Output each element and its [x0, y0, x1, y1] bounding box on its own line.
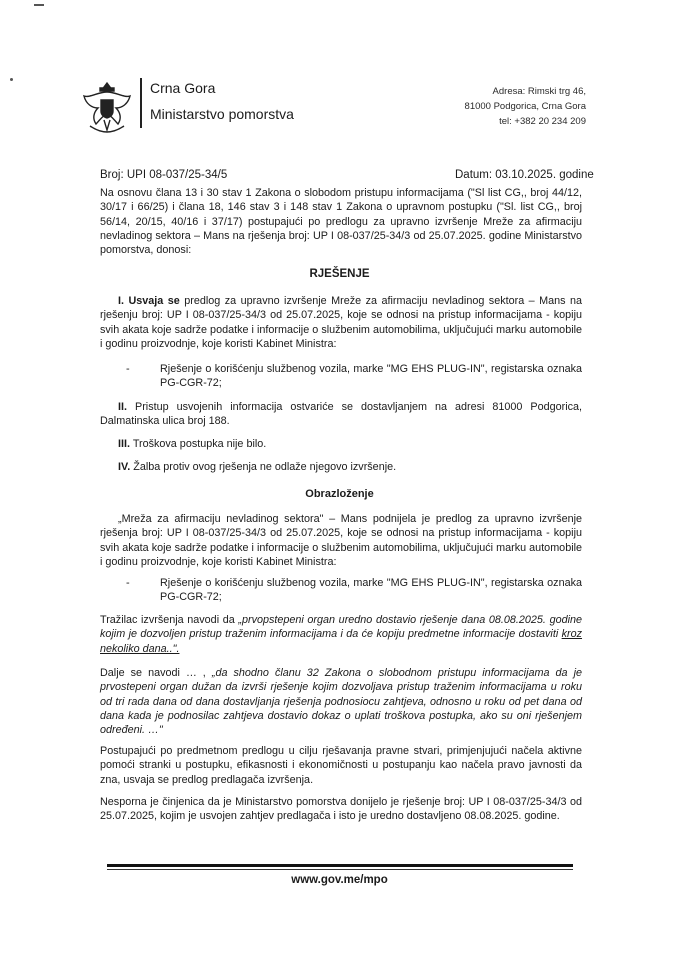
footer-divider: [107, 864, 573, 867]
org-country: Crna Gora: [150, 80, 216, 96]
reasoning-paragraph-5: Nesporna je činjenica da je Ministarstvo pomorstva donijelo je rješenje broj: UP I 08-037/25-34/3 od 25.07.2025, kojim je usvojen zahtjev predlagača i isto je uredno dostavljeno 08.08.2025. godine.: [100, 796, 582, 823]
address-block: [465, 84, 586, 129]
decision-title: RJEŠENJE: [309, 268, 370, 280]
reasoning-paragraph-2: [100, 613, 582, 656]
bullet-dash: -: [126, 363, 130, 375]
paragraph-lead: Dalje se navodi … ,: [100, 667, 206, 679]
intro-paragraph: Na osnovu člana 13 i 30 stav 1 Zakona o slobodom pristupu informacijama ("Sl list CG,, broj 44/12, 30/17 i 66/25) i člana 18, 146 stav 3 i 148 stav 1 Zakona o upravnom postupku ("Sl. list CG,, broj 56/14, 20/15, 40/16 i 37/17) postupajući po predlogu za upravno izvršenje Mreže za afirmaciju nevladinog sektora – Mans na rješenja broj: UP I 08-037/25-34/3 od 25.07.2025. godine Ministarstvo pomorstva, donosi:: [100, 187, 582, 257]
bullet-dash: -: [126, 577, 130, 589]
document-date: Datum: 03.10.2025. godine: [455, 169, 594, 181]
header-divider: [140, 78, 142, 128]
scan-mark: [10, 78, 13, 81]
quoted-text: „da shodno članu 32 Zakona o slobodnom pristupu informacijama da je prvostepeni organ dužan da izvrši rješenje kojim dozvoljava pristup traženim informacijama u roku od tri rada dana od dana dostavljanja rješenja podnosiocu zahtjeva, odnosno u roku od pet dana od dana kada je podnosilac zahtjeva dostavio dokaz o uplati troškova postupka, ako su oni rješenjem određeni. …": [100, 667, 582, 737]
coat-of-arms-icon: [80, 80, 134, 136]
decision-point-3: [118, 437, 582, 451]
address-line: 81000 Podgorica, Crna Gora: [464, 101, 586, 112]
decision-point-1: [100, 294, 582, 351]
org-ministry: Ministarstvo pomorstva: [150, 106, 294, 122]
point-text: Troškova postupka nije bilo.: [132, 438, 267, 450]
address-line: Adresa: Rimski trg 46,: [492, 86, 586, 97]
reference-number: Broj: UPI 08-037/25-34/5: [100, 169, 228, 181]
paragraph-lead: Tražilac izvršenja navodi da: [100, 614, 235, 626]
point-number: I.: [118, 295, 124, 307]
reasoning-paragraph-4: Postupajući po predmetnom predlogu u cilju rješavanja pravne stvari, primjenjujući načela aktivne pomoći stranki u postupku, efikasnosti i ekonomičnosti u postupanju kao načela pravo javnosti da zna, usvaja se predlog predlagača izvršenja.: [100, 745, 582, 786]
scan-mark: [34, 4, 44, 6]
quoted-text-underlined: kroz nekoliko dana..".: [100, 628, 583, 655]
reasoning-paragraph-1: „Mreža za afirmaciju nevladinog sektora" – Mans podnijela je predlog za upravno izvršenje rješenja broj: UP I 08-037/25-34/3 od 25.07.2025, koje se odnosi na pristup informacijama - kopiju svih akata koje sadrže podatke i informacije o službenim automobilima, uključujući marku automobile i godinu proizvodnje, koje koristi Kabinet Ministra:: [100, 513, 582, 568]
point-text: Žalba protiv ovog rješenja ne odlaže njegovo izvršenje.: [133, 461, 397, 473]
footer-divider: [107, 869, 573, 870]
point-number: III.: [118, 438, 130, 450]
point-text: predlog za upravno izvršenje Mreže za afirmaciju nevladinog sektora – Mans na rješenju broj: UP I 08-037/25-34/3 od 25.07.2025, koje se odnosi na pristup informacijama - kopiju svih akata koje sadrže podatke i informacije o službenim automobilima, uključujući marku automobile i godinu proizvodnje, koje koristi Kabinet Ministra:: [100, 295, 583, 350]
reasoning-paragraph-3: [100, 666, 582, 737]
reasoning-title: Obrazloženje: [305, 488, 374, 500]
reasoning-bullet-1: Rješenje o korišćenju službenog vozila, marke "MG EHS PLUG-IN", registarska oznaka PG-CGR-72;: [160, 577, 582, 604]
decision-point-4: [118, 460, 582, 474]
footer-website: www.gov.me/mpo: [291, 874, 388, 886]
phone-line: tel: +382 20 234 209: [499, 116, 586, 127]
point-lead: Usvaja se: [128, 295, 180, 307]
quoted-text: „prvopstepeni organ uredno dostavio rješenje dana 08.08.2025. godine kojim je dozvoljen pristup traženim informacijama i da će kopiju predmetne informacije dostaviti: [100, 614, 582, 641]
decision-point-2: [100, 400, 582, 429]
point-number: II.: [118, 401, 127, 413]
decision-bullet-1: Rješenje o korišćenju službenog vozila, marke "MG EHS PLUG-IN", registarska oznaka PG-CGR-72;: [160, 363, 582, 390]
point-text: Pristup usvojenih informacija ostvariće se dostavljanjem na adresi 81000 Podgorica, Dalmatinska ulica broj 188.: [100, 401, 583, 428]
point-number: IV.: [118, 461, 131, 473]
